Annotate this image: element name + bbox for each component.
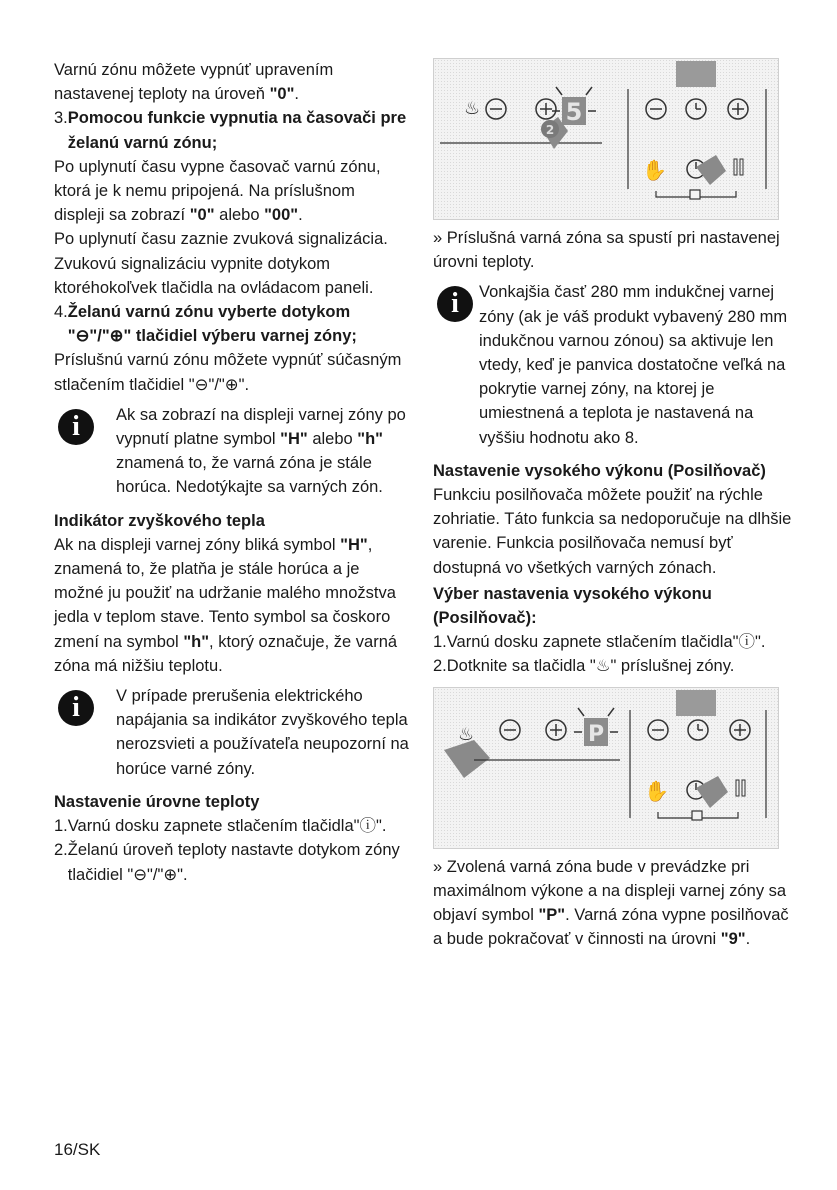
heading-boost: Nastavenie vysokého výkonu (Posilňovač) [433, 461, 766, 480]
pause-icon [742, 780, 745, 796]
lock-icon [692, 811, 702, 820]
step-badge: 2 [545, 123, 555, 137]
right-column [433, 58, 793, 951]
boost-icon: ♨ [458, 723, 475, 745]
heading-boost-select: Výber nastavenia vysokého výkonu (Posilňovač): [433, 584, 712, 628]
zone-display-digit: 5 [565, 98, 583, 126]
display-block [676, 61, 716, 87]
info-note-power: i V prípade prerušenia elektrického napájania sa indikátor zvyškového tepla nerozsvieti a používateľa neupozorní na horúce varné zóny. [54, 684, 409, 781]
heading-residual-heat: Indikátor zvyškového tepla [54, 511, 265, 530]
step-2: 2. Želanú úroveň teploty nastavte dotykom zóny tlačidiel "⊖"/"⊕". [54, 841, 400, 884]
paragraph-boost-result: » Zvolená varná zóna bude v prevádzke pri maximálnom výkone a na displeji varnej zóny sa objaví symbol "P". Varná zóna vypne posilňovač a bude pokračovať v činnosti na úrovni "9". [433, 857, 789, 949]
finger-icon [696, 155, 726, 185]
item-4-title: Želanú varnú zónu vyberte dotykom "⊖"/"⊕" tlačidiel výberu varnej zóny; [67, 303, 357, 346]
control-panel-illustration-1 [433, 58, 779, 220]
info-icon: i [437, 286, 473, 322]
control-panel-drawing [434, 59, 778, 219]
finger-icon [444, 740, 490, 778]
paragraph-residual-heat: Ak na displeji varnej zóny bliká symbol "H", znamená to, že platňa je stále horúca a je možné ju použiť na udržanie malého množstva jedla v teplom stave. Tento symbol sa čoskoro zmení na symbol "h", ktorý označuje, že varná zóna má nižšiu teplotu. [54, 535, 398, 675]
info-note-hot: i Ak sa zobrazí na displeji varnej zóny po vypnutí platne symbol "H" alebo "h" znamená to, že varná zóna je stále horúca. Nedotýkajte sa varných zón. [54, 403, 409, 500]
finger-icon [696, 776, 728, 808]
boost-step-1: 1. Varnú dosku zapnete stlačením tlačidla"ⓘ". [433, 633, 766, 652]
info-icon: i [58, 690, 94, 726]
paragraph-sound: Po uplynutí času zaznie zvuková signalizácia. Zvukovú signalizáciu vypnite dotykom ktoréhokoľvek tlačidla na ovládacom paneli. [54, 230, 388, 297]
info-icon: i [58, 409, 94, 445]
item-3-title: Pomocou funkcie vypnutia na časovači pre želanú varnú zónu; [67, 109, 407, 152]
boost-step-2: 2. Dotknite sa tlačidla "♨" príslušnej zóny. [433, 657, 735, 676]
paragraph-boost: Funkciu posilňovača môžete použiť na rýchle zohriatie. Táto funkcia sa nedoporučuje na dlhšie varenie. Funkcia posilňovača nemusí byť dostupná vo všetkých varných zónach. [433, 486, 792, 577]
zone-display-digit: P [587, 721, 605, 747]
heading-temperature: Nastavenie úrovne teploty [54, 792, 260, 811]
pause-icon [740, 159, 743, 175]
control-panel-illustration-2 [433, 687, 779, 849]
item-3: 3. Pomocou funkcie vypnutia na časovači pre želanú varnú zónu; [54, 106, 409, 154]
info-note-280mm: i Vonkajšia časť 280 mm indukčnej varnej zóny (ak je váš produkt vybavený 280 mm indukčnou varnou zónou) sa aktivuje len vtedy, keď je panvica dostatočne veľká na pokrytie varnej zóny, na ktorej je umiestnená a teplota je nastavená na vyššiu hodnotu ako 8. [433, 280, 793, 449]
paragraph-turn-off: Varnú zónu môžete vypnúť upravením nastavenej teploty na úroveň "0". [54, 61, 334, 104]
step-1: 1. Varnú dosku zapnete stlačením tlačidla"ⓘ". [54, 817, 387, 836]
display-block [676, 690, 716, 716]
paragraph-zone-start: » Príslušná varná zóna sa spustí pri nastavenej úrovni teploty. [433, 229, 780, 272]
pause-hand-icon: ✋ [642, 158, 667, 182]
paragraph-select-zone: Príslušnú varnú zónu môžete vypnúť súčasným stlačením tlačidiel "⊖"/"⊕". [54, 351, 402, 394]
item-4: 4. Želanú varnú zónu vyberte dotykom "⊖"/"⊕" tlačidiel výberu varnej zóny; [54, 300, 409, 348]
lock-icon [690, 190, 700, 199]
page-number: 16/SK [54, 1140, 101, 1159]
boost-icon: ♨ [464, 98, 481, 119]
left-column [54, 58, 409, 887]
control-panel-drawing [434, 688, 778, 848]
paragraph-timer: Po uplynutí času vypne časovač varnú zónu, ktorá je k nemu pripojená. Na príslušnom displeji sa zobrazí "0" alebo "00". [54, 157, 381, 225]
pause-hand-icon: ✋ [644, 778, 669, 803]
